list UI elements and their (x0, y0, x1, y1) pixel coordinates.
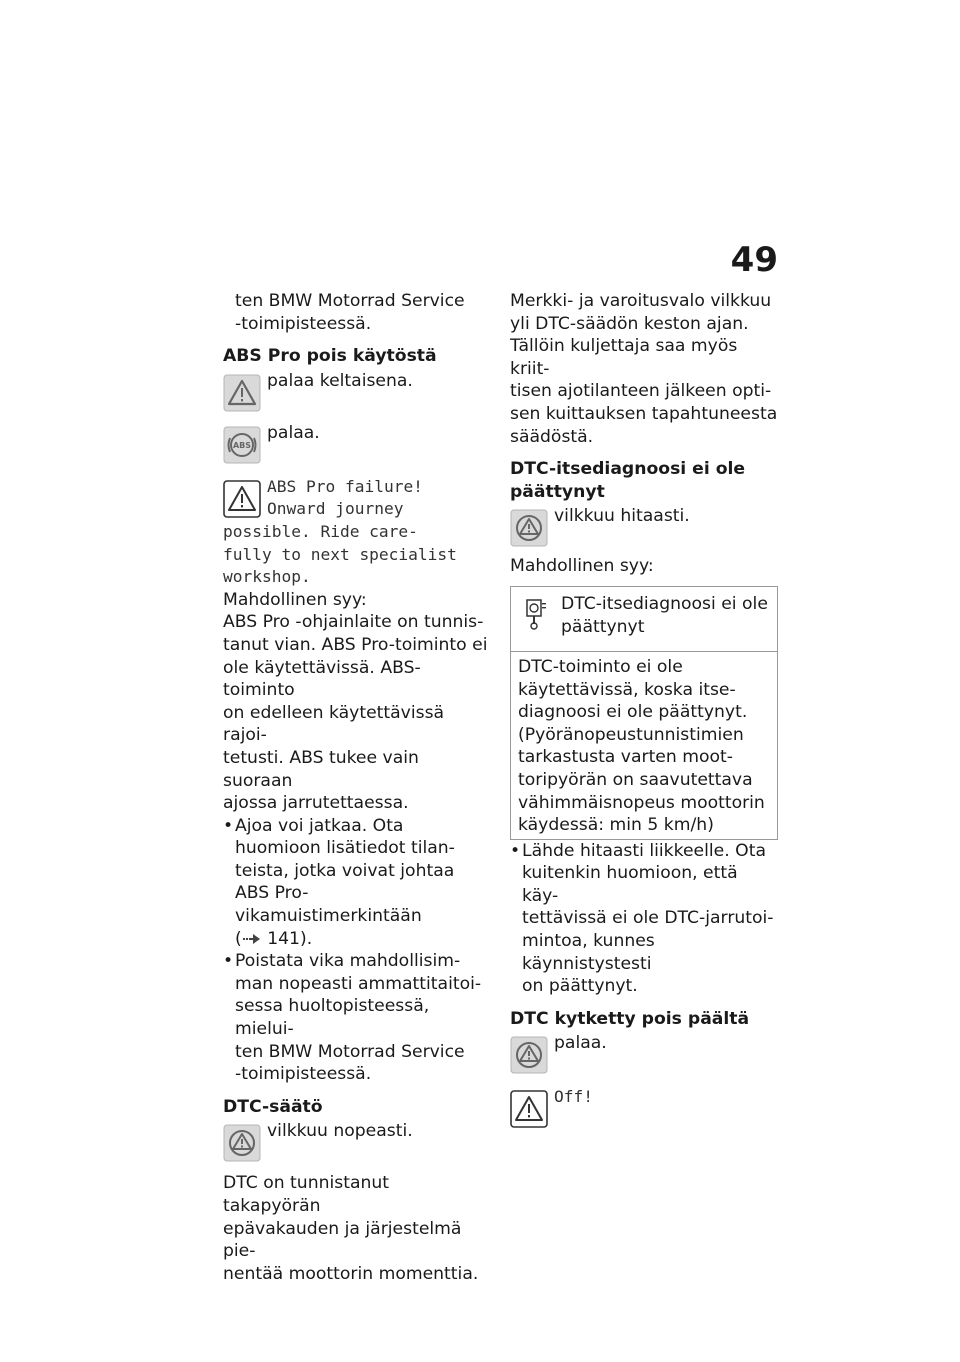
right-column (510, 290, 778, 1130)
diag-table (510, 586, 778, 840)
abs-lamp-icon (223, 426, 261, 464)
svg-text:ABS: ABS (232, 440, 252, 450)
right-intro: Merkki- ja varoitusvalo vilkkuu yli DTC-säädön keston ajan. Tällöin kuljettaja saa myös kriit- tisen ajotilanteen jälkeen opti- sen kuittauksen tapahtuneesta säädöstä. (510, 291, 778, 447)
left-intro: ten BMW Motorrad Service -toimipisteessä. (235, 291, 465, 334)
abs-lamp-row (223, 422, 491, 466)
arrow-right-icon (242, 933, 262, 945)
abs-display-line2: Onward journey (267, 499, 404, 519)
display-warning-icon (223, 480, 261, 518)
abs-display-row (223, 476, 491, 521)
diag-cause-label: Mahdollinen syy: (510, 556, 654, 577)
abs-cause-label: Mahdollinen syy: (223, 589, 367, 610)
page-number: 49 (730, 240, 778, 280)
abs-yellow-row (223, 370, 491, 414)
dtc-heading: DTC-säätö (223, 1096, 323, 1117)
abs-bullet-1: • Ajoa voi jatkaa. Ota huomioon lisätiedot tilan- teista, jotka voivat johtaa ABS Pro-vikamuistimerkintään ( 141). (223, 815, 491, 951)
diag-table-head: DTC-itsediagnoosi ei ole päättynyt (511, 587, 777, 652)
diag-lamp-row (510, 505, 778, 549)
speed-sensor-icon (523, 597, 549, 631)
dtc-traction-lamp-icon (510, 509, 548, 547)
abs-bullet-2: • Poistata vika mahdollisim- man nopeasti ammattitaitoi- sessa huoltopisteessä, mielui- ten BMW Motorrad Service -toimipisteessä. (223, 950, 491, 1086)
dtc-body: DTC on tunnistanut takapyörän epävakauden ja järjestelmä pie- nentää moottorin momenttia. (223, 1173, 479, 1284)
dtc-traction-lamp-icon (223, 1124, 261, 1162)
page-reference[interactable]: ( 141). (235, 928, 313, 949)
display-warning-icon (510, 1090, 548, 1128)
abs-yellow-text: palaa keltaisena. (267, 370, 413, 391)
diag-bullet: • Lähde hitaasti liikkeelle. Ota kuitenkin huomioon, että käy- tettävissä ei ole DTC-jarrutoi- mintoa, kunnes käynnistystesti on päättynyt. (510, 840, 778, 998)
abs-display-line1: ABS Pro failure! (267, 476, 423, 496)
left-column (223, 290, 491, 1285)
abs-lamp-text: palaa. (267, 422, 320, 443)
diag-table-body: DTC-toiminto ei ole käytettävissä, koska itse- diagnoosi ei ole päättynyt. (Pyöränopeustunnistimien tarkastusta varten moot- toripyörän on saavutettava vähimmäisnopeus moottorin käydessä: min 5 km/h) (518, 656, 765, 836)
abs-cause-text: ABS Pro -ohjainlaite on tunnis- tanut vian. ABS Pro-toiminto ei ole käytettävissä. ABS-toiminto on edelleen käytettävissä rajoi- tetusti. ABS tukee vain suoraan ajossa jarrutettaessa. (223, 612, 488, 814)
diag-lamp-text: vilkkuu hitaasti. (554, 506, 690, 527)
off-lamp-row (510, 1032, 778, 1076)
off-lamp-text: palaa. (554, 1033, 607, 1054)
dtc-lamp-row (223, 1120, 491, 1164)
dtc-traction-lamp-icon (510, 1036, 548, 1074)
off-display-text: Off! (554, 1087, 593, 1107)
dtc-lamp-text: vilkkuu nopeasti. (267, 1121, 413, 1142)
diag-heading: DTC-itsediagnoosi ei ole päättynyt (510, 459, 746, 502)
off-heading: DTC kytketty pois päältä (510, 1008, 750, 1029)
abs-display-cont: possible. Ride care- fully to next specialist workshop. (223, 521, 457, 587)
off-display-row (510, 1086, 778, 1130)
general-warning-lamp-icon (223, 374, 261, 412)
abs-heading: ABS Pro pois käytöstä (223, 346, 437, 367)
